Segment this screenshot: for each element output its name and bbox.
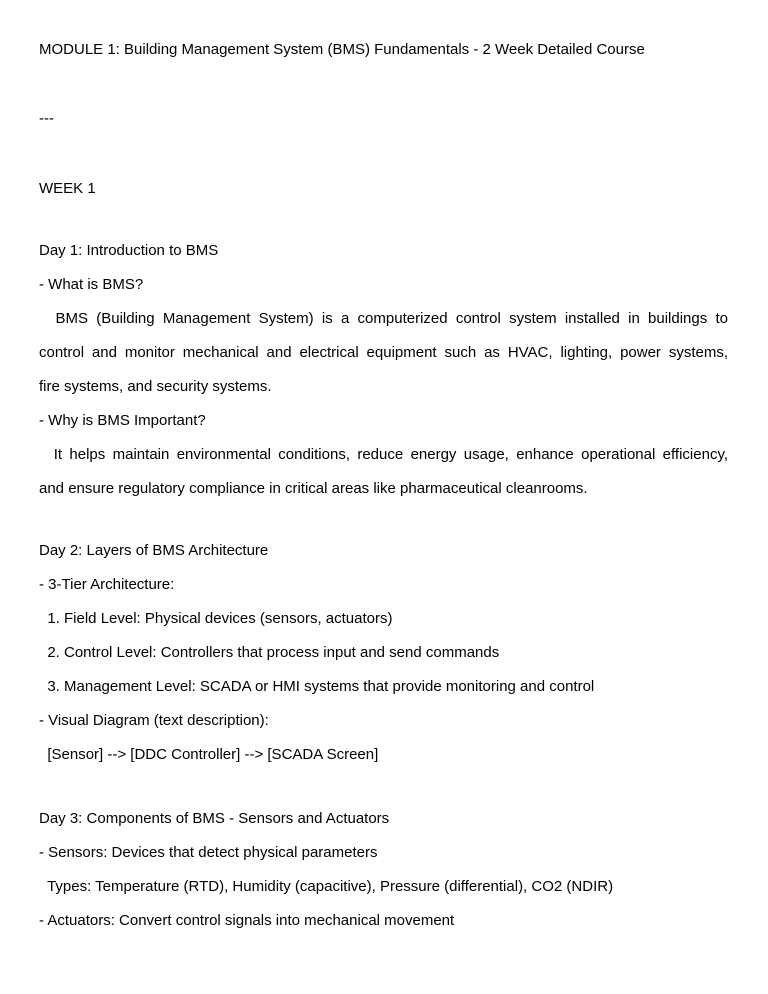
day3-sensor-types: Types: Temperature (RTD), Humidity (capacitive), Pressure (differential), CO2 (NDIR) (39, 878, 614, 895)
day2-tier-item: 2. Control Level: Controllers that process input and send commands (39, 644, 500, 661)
day1-paragraph-line: and ensure regulatory compliance in critical areas like pharmaceutical cleanrooms. (39, 480, 588, 497)
day2-diagram-text: [Sensor] --> [DDC Controller] --> [SCADA Screen] (39, 746, 379, 763)
day1-question-why: - Why is BMS Important? (39, 412, 206, 429)
document-title: MODULE 1: Building Management System (BMS) Fundamentals - 2 Week Detailed Course (39, 41, 645, 58)
day1-paragraph-line: BMS (Building Management System) is a computerized control system installed in buildings to (39, 310, 728, 327)
day3-actuators: - Actuators: Convert control signals into mechanical movement (39, 912, 455, 929)
day2-tier-heading: - 3-Tier Architecture: (39, 576, 175, 593)
day2-diagram-heading: - Visual Diagram (text description): (39, 712, 269, 729)
day1-paragraph-line: It helps maintain environmental conditions, reduce energy usage, enhance operational efficiency, (39, 446, 728, 463)
day3-heading: Day 3: Components of BMS - Sensors and Actuators (39, 810, 390, 827)
separator: --- (39, 110, 54, 127)
day2-tier-item: 1. Field Level: Physical devices (sensors, actuators) (39, 610, 393, 627)
day2-heading: Day 2: Layers of BMS Architecture (39, 542, 269, 559)
day1-paragraph-line: control and monitor mechanical and electrical equipment such as HVAC, lighting, power systems, (39, 344, 728, 361)
day3-sensors: - Sensors: Devices that detect physical parameters (39, 844, 378, 861)
week-heading: WEEK 1 (39, 180, 96, 197)
day1-heading: Day 1: Introduction to BMS (39, 242, 219, 259)
day1-paragraph-line: fire systems, and security systems. (39, 378, 272, 395)
day2-tier-item: 3. Management Level: SCADA or HMI systems that provide monitoring and control (39, 678, 595, 695)
day1-question-what: - What is BMS? (39, 276, 144, 293)
